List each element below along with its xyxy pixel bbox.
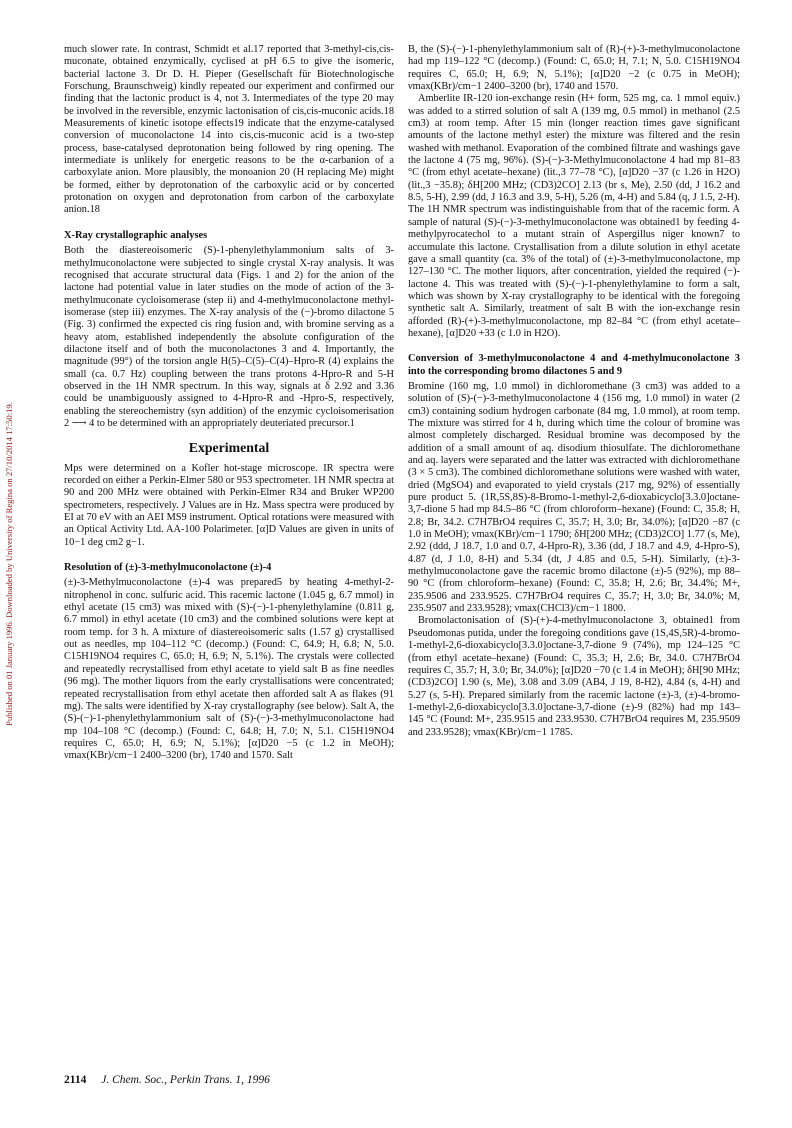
section-heading-resolution: Resolution of (±)-3-methylmuconolactone (±)-4: [64, 562, 272, 574]
left-column: [64, 44, 394, 763]
section-heading-conversion: Conversion of 3-methylmuconolactone 4 and 4-methylmuconolactone 3 into the corresponding bromo dilactones 5 and 9: [408, 353, 740, 377]
xray-paragraph: Both the diastereoisomeric (S)-1-phenylethylammonium salts of 3-methylmuconolactone were subjected to single crystal X-ray analysis. It was recognised that accurate structural data (Figs. 1 and 2) for the anion of the lactone had potential value in later studies on the mode of action of the 3-methylmuconate cycloisomerase (step ii) and 4-methylmuconolactone methyl-isomerase (step iii) enzymes. The X-ray analysis of the (−)-bromo dilactone 5 (Fig. 3) confirmed the expected cis ring fusion and, with bromine serving as a heavy atom, established independently the absolute configuration of the dilactone itself and of both the muconolactones 3 and 4. Importantly, the magnitude (99°) of the torsion angle H(5)–C(5)–C(4)–Hpro-R (4) explains the small (ca. 0.7 Hz) coupling between the trans protons 4-Hpro-R and 5-H observed in the 1H NMR spectrum. In this way, signals at δ 2.92 and 3.36 could be unambiguously assigned to 4-Hpro-R and -Hpro-S, respectively, enabling the stereochemistry (syn addition) of the enzymic cycloisomerisation 2 ⟶ 4 to be determined with an appropriately deuteriated precursor.1: [64, 245, 394, 429]
discussion-paragraph: much slower rate. In contrast, Schmidt et al.17 reported that 3-methyl-cis,cis-muconate, obtained enzymically, cyclised at pH 6.5 to give the isomeric, bacterial lactone 3. Dr D. H. Pieper (Gesellschaft für Biotechnologische Forschung, Braunschweig) kindly repeated our experiment and confirmed our finding that the lactonic product is 4, not 3. Intermediates of the type 20 may be involved in the reversible, enzymic lactonisation of cis,cis-muconic acids.18 Measurements of kinetic isotope effects19 indicate that the enzyme-catalysed conversion of muconolactone 14 into cis,cis-muconic acid is a two-step process, base-catalysed deprotonation being followed by ring opening. The intermediate is unlikely for energetic reasons to be the α-carbanion of a carboxylate anion. More plausibly, the monoanion 20 (H replacing Me) might be formed, either by deprotonation of the carboxylic acid or by concerted protonation on oxygen and deprotonation from carbon of the carboxylate anion.18: [64, 44, 394, 216]
journal-citation: J. Chem. Soc., Perkin Trans. 1, 1996: [101, 1074, 270, 1086]
page-footer: [64, 1074, 270, 1086]
section-heading-experimental: Experimental: [188, 440, 270, 456]
salt-b-paragraph: B, the (S)-(−)-1-phenylethylammonium salt of (R)-(+)-3-methylmuconolactone had mp 119–122 °C (decomp.) (Found: C, 65.0; H, 7.1; N, 5.0. C15H19NO4 requires C, 65.0; H, 6.9; N, 5.1%); [α]D20 −2 (c 0.75 in MeOH); νmax(KBr)/cm−1 2400–3200 (br), 1740 and 1570.: [408, 44, 740, 93]
bromine-paragraph: Bromine (160 mg, 1.0 mmol) in dichloromethane (3 cm3) was added to a solution of (S)-(−)-3-methylmuconolactone 4 (156 mg, 1.0 mmol) in water (2 cm3) containing sodium hydrogen carbonate (84 mg, 1.0 mmol), at room temp. The mixture was stirred for 4 h, during which time the colour of bromine was almost completely discharged. Residual bromine was decomposed by the addition of a small amount of aq. disodium thiosulfate. The dichloromethane and aq. layers were separated and the latter was extracted with dichloromethane (3 × 5 cm3). The combined dichloromethane solutions were washed with water, dried (MgSO4) and evaporated to yield crystals (217 mg, 92%) of essentially pure product 5. (1R,5S,8S)-8-Bromo-1-methyl-2,6-dioxabicyclo[3.3.0]octane-3,7-dione 5 had mp 84.5–86 °C (from chloroform–hexane) (Found: C, 35.8; H, 2.8; Br, 34.2. C7H7BrO4 requires C, 35.7; H, 3.0; Br, 34.0%); [α]D20 −87 (c 1.0 in MeOH); νmax(KBr)/cm−1 1790; δH[200 MHz; (CD3)2CO] 1.77 (s, Me), 2.92 (ddd, J 18.7, 1.0 and 0.7, 4-Hpro-R), 3.36 (dd, J 18.7 and 4.9, 4-Hpro-S), 4.87 (d, J 1.0, 8-H) and 5.34 (dt, J 4.85 and 0.5, 5-H). Similarly, (±)-3-methylmuconolactone gave the racemic bromo dilactone (±)-5 (92%), mp 88–90 °C (from chloroform–hexane) (Found: C, 35.8; H, 2.6; Br, 34.4%; M+, 235.9506 and 233.9525. C7H7BrO4 requires C, 35.7; H, 3.0; Br, 34.0%; M, 235.9507 and 233.9528); νmax(CHCl3)/cm−1 1800.: [408, 380, 740, 615]
download-notice-text: Published on 01 January 1996. Downloaded by University of Regina on 27/10/2014 17:50:19.: [4, 402, 15, 726]
right-column: [408, 44, 740, 739]
section-heading-xray: X-Ray crystallographic analyses: [64, 229, 208, 241]
download-notice-sidebar: [2, 0, 16, 1128]
resolution-paragraph: (±)-3-Methylmuconolactone (±)-4 was prepared5 by heating 4-methyl-2-nitrophenol in conc. sulfuric acid. This racemic lactone (1.045 g, 6.7 mmol) in ethyl acetate (15 cm3) was mixed with (S)-(−)-1-phenylethylamine (0.811 g, 6.7 mmol) in ethyl acetate (10 cm3) and the combined solutions were kept at room temp. for 3 h. A mixture of diastereoisomeric salts (1.57 g) crystallised out as needles, mp 104–112 °C (decomp.) (Found: C, 64.9; H, 6.8; N, 5.0. C15H19NO4 requires C, 65.0; H, 6.9; N, 5.1%). The crystals were collected and repeatedly recrystallised from ethyl acetate to yield salt B as fine needles (96 mg). The mother liquors from the early crystallisations were concentrated; repeated recrystallisation from ethyl acetate then afforded salt A as flakes (91 mg). The salts were identified by X-ray crystallography (see below). Salt A, the (S)-(−)-1-phenylethylammonium salt of (S)-(−)-3-methylmuconolactone had mp 104–108 °C (decomp.) (Found: C, 64.8; H, 7.0; N, 5.1. C15H19NO4 requires C, 65.0; H, 6.9; N, 5.1%); [α]D20 −5 (c 1.2 in MeOH); νmax(KBr)/cm−1 2400–3200 (br), 1740 and 1570. Salt: [64, 577, 394, 762]
amberlite-paragraph: Amberlite IR-120 ion-exchange resin (H+ form, 525 mg, ca. 1 mmol equiv.) was added to a stirred solution of salt A (139 mg, 0.5 mmol) in methanol (2.5 cm3) at room temp. After 15 min (longer reaction times gave significant amounts of the lactone methyl ester) the mixture was filtered and the resin washed with methanol. Evaporation of the combined filtrate and washings gave the lactone 4 (75 mg, 96%). (S)-(−)-3-Methylmuconolactone 4 had mp 81–83 °C (from ethyl acetate–hexane) (lit.,3 77–78 °C), [α]D20 −37 (c 1.26 in H2O) (lit.,3 −35.8); δH[200 MHz; (CD3)2CO] 2.13 (br s, Me), 2.50 (dd, J 16.2 and 8.5, 5-H), 2.99 (dd, J 16.3 and 3.9, 5-H), 5.26 (m, 4-H) and 5.84 (q, J 1.5, 2-H). The 1H NMR spectrum was indistinguishable from that of the racemic form. A sample of natural (S)-(−)-3-methylmuconolactone was obtained1 by feeding 4-methylpyrocatechol to a mutant strain of Aspergillus niger known7 to accumulate this lactone. Crystallisation from a dilute solution in ethyl acetate gave a small quantity (ca. 3% of the total) of (±)-3-methylmuconolactone, mp 127–130 °C. The mother liquors, after concentration, yielded the required (−)-lactone 4. This was treated with (S)-(−)-1-phenylethylamine to form a salt, which was shown by X-ray crystallography to be identical with the foregoing synthetic salt A. Similarly, treatment of salt B with the ion-exchange resin afforded (R)-(+)-3-methylmuconolactone, mp 82–84 °C (from ethyl acetate–hexane), [α]D20 +33 (c 1.0 in H2O).: [408, 93, 740, 339]
bromolactonisation-paragraph: Bromolactonisation of (S)-(+)-4-methylmuconolactone 3, obtained1 from Pseudomonas putida, under the foregoing conditions gave (1S,4S,5R)-4-bromo-1-methyl-2,6-dioxabicyclo[3.3.0]octane-3,7-dione 9 (74%), mp 124–125 °C (from ethyl acetate–hexane) (Found: C, 35.3; H, 2.6; Br, 34.0. C7H7BrO4 requires C, 35.7; H, 3.0; Br, 34.0%); [α]D20 −70 (c 1.4 in MeOH); δH[90 MHz; (CD3)2CO] 1.90 (s, Me), 3.08 and 3.09 (AB4, J 19, 8-H2), 4.84 (s, 4-H) and 5.27 (s, 5-H). Prepared similarly from the racemic lactone (±)-3, (±)-4-bromo-1-methyl-2,6-dioxabicyclo[3.3.0]octane-3,7-dione (±)-9 (82%) had mp 143–145 °C (Found: M+, 235.9515 and 233.9530. C7H7BrO4 requires M, 235.9509 and 233.9528); νmax(KBr)/cm−1 1785.: [408, 615, 741, 738]
experimental-paragraph: Mps were determined on a Kofler hot-stage microscope. IR spectra were recorded on either a Perkin-Elmer 580 or 953 spectrometer. 1H NMR spectra at 90 and 200 MHz were obtained with Perkin-Elmer R34 and Bruker WP200 spectrometers, respectively. J Values are in Hz. Mass spectra were produced by EI at 70 eV with an AEI MS9 instrument. Optical rotations were measured with an Optical Activity Ltd. AA-100 Polarimeter. [α]D Values are given in units of 10−1 deg cm2 g−1.: [64, 462, 394, 548]
page-number: 2114: [64, 1074, 87, 1086]
